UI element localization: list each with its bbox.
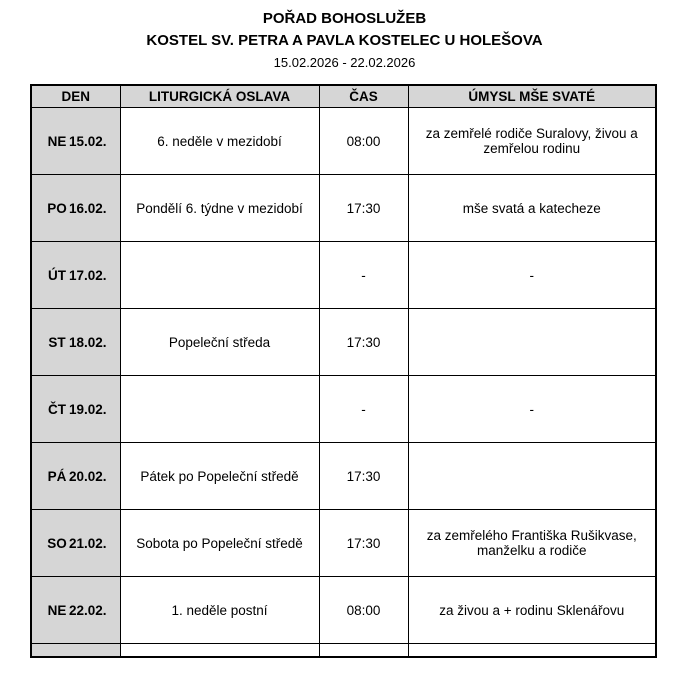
celebration-cell: Pátek po Popeleční středě xyxy=(120,443,319,510)
day-cell xyxy=(31,175,120,242)
celebration-cell xyxy=(120,242,319,309)
day-date: 21.02. xyxy=(68,535,107,551)
day-cell xyxy=(31,242,120,309)
header-intention: ÚMYSL MŠE SVATÉ xyxy=(408,85,656,108)
footer-cell xyxy=(319,644,408,658)
table-row xyxy=(31,510,656,577)
day-date: 17.02. xyxy=(68,267,107,283)
day-date: 18.02. xyxy=(68,334,107,350)
celebration-cell: Sobota po Popeleční středě xyxy=(120,510,319,577)
day-abbreviation: SO xyxy=(47,535,67,551)
table-row xyxy=(31,309,656,376)
intention-cell: - xyxy=(408,242,656,309)
table-row xyxy=(31,443,656,510)
day-cell xyxy=(31,577,120,644)
day-cell xyxy=(31,376,120,443)
day-abbreviation: ČT xyxy=(47,401,66,417)
intention-cell: mše svatá a katecheze xyxy=(408,175,656,242)
table-footer-strip xyxy=(31,644,656,658)
day-abbreviation: ST xyxy=(48,334,66,350)
time-cell: 08:00 xyxy=(319,577,408,644)
day-cell xyxy=(31,309,120,376)
day-cell xyxy=(31,510,120,577)
time-cell: - xyxy=(319,376,408,443)
celebration-cell xyxy=(120,376,319,443)
time-cell: 17:30 xyxy=(319,175,408,242)
document-title: POŘAD BOHOSLUŽEB xyxy=(262,10,427,27)
intention-cell xyxy=(408,309,656,376)
header-celebration: LITURGICKÁ OSLAVA xyxy=(120,85,319,108)
time-cell: 08:00 xyxy=(319,108,408,175)
day-cell xyxy=(31,108,120,175)
schedule-table xyxy=(30,84,657,658)
day-abbreviation: PO xyxy=(47,200,67,216)
intention-cell xyxy=(408,443,656,510)
day-abbreviation: NE xyxy=(47,602,67,618)
celebration-cell: 6. neděle v mezidobí xyxy=(120,108,319,175)
date-range: 15.02.2026 - 22.02.2026 xyxy=(273,54,416,70)
time-cell: 17:30 xyxy=(319,510,408,577)
table-row xyxy=(31,376,656,443)
time-cell: 17:30 xyxy=(319,309,408,376)
day-date: 19.02. xyxy=(68,401,107,417)
intention-cell: za živou a + rodinu Sklenářovu xyxy=(408,577,656,644)
header-time: ČAS xyxy=(319,85,408,108)
table-row xyxy=(31,577,656,644)
header-den: DEN xyxy=(31,85,120,108)
day-abbreviation: NE xyxy=(47,133,67,149)
day-abbreviation: ÚT xyxy=(47,267,66,283)
celebration-cell: Popeleční středa xyxy=(120,309,319,376)
intention-cell: za zemřelé rodiče Suralovy, živou a zemřelou rodinu xyxy=(408,108,656,175)
footer-cell xyxy=(120,644,319,658)
intention-cell: - xyxy=(408,376,656,443)
day-abbreviation: PÁ xyxy=(47,468,67,484)
footer-cell xyxy=(408,644,656,658)
table-row xyxy=(31,175,656,242)
church-name: KOSTEL SV. PETRA A PAVLA KOSTELEC U HOLEŠOVA xyxy=(146,31,543,49)
table-row xyxy=(31,242,656,309)
celebration-cell: 1. neděle postní xyxy=(120,577,319,644)
document-header xyxy=(0,8,689,72)
day-date: 20.02. xyxy=(68,468,107,484)
day-date: 22.02. xyxy=(68,602,107,618)
time-cell: 17:30 xyxy=(319,443,408,510)
celebration-cell: Pondělí 6. týdne v mezidobí xyxy=(120,175,319,242)
day-date: 16.02. xyxy=(68,200,107,216)
table-header-row xyxy=(31,85,656,108)
footer-day-cell xyxy=(31,644,120,658)
intention-cell: za zemřelého Františka Rušikvase, manželku a rodiče xyxy=(408,510,656,577)
day-cell xyxy=(31,443,120,510)
table-row xyxy=(31,108,656,175)
time-cell: - xyxy=(319,242,408,309)
day-date: 15.02. xyxy=(68,133,107,149)
